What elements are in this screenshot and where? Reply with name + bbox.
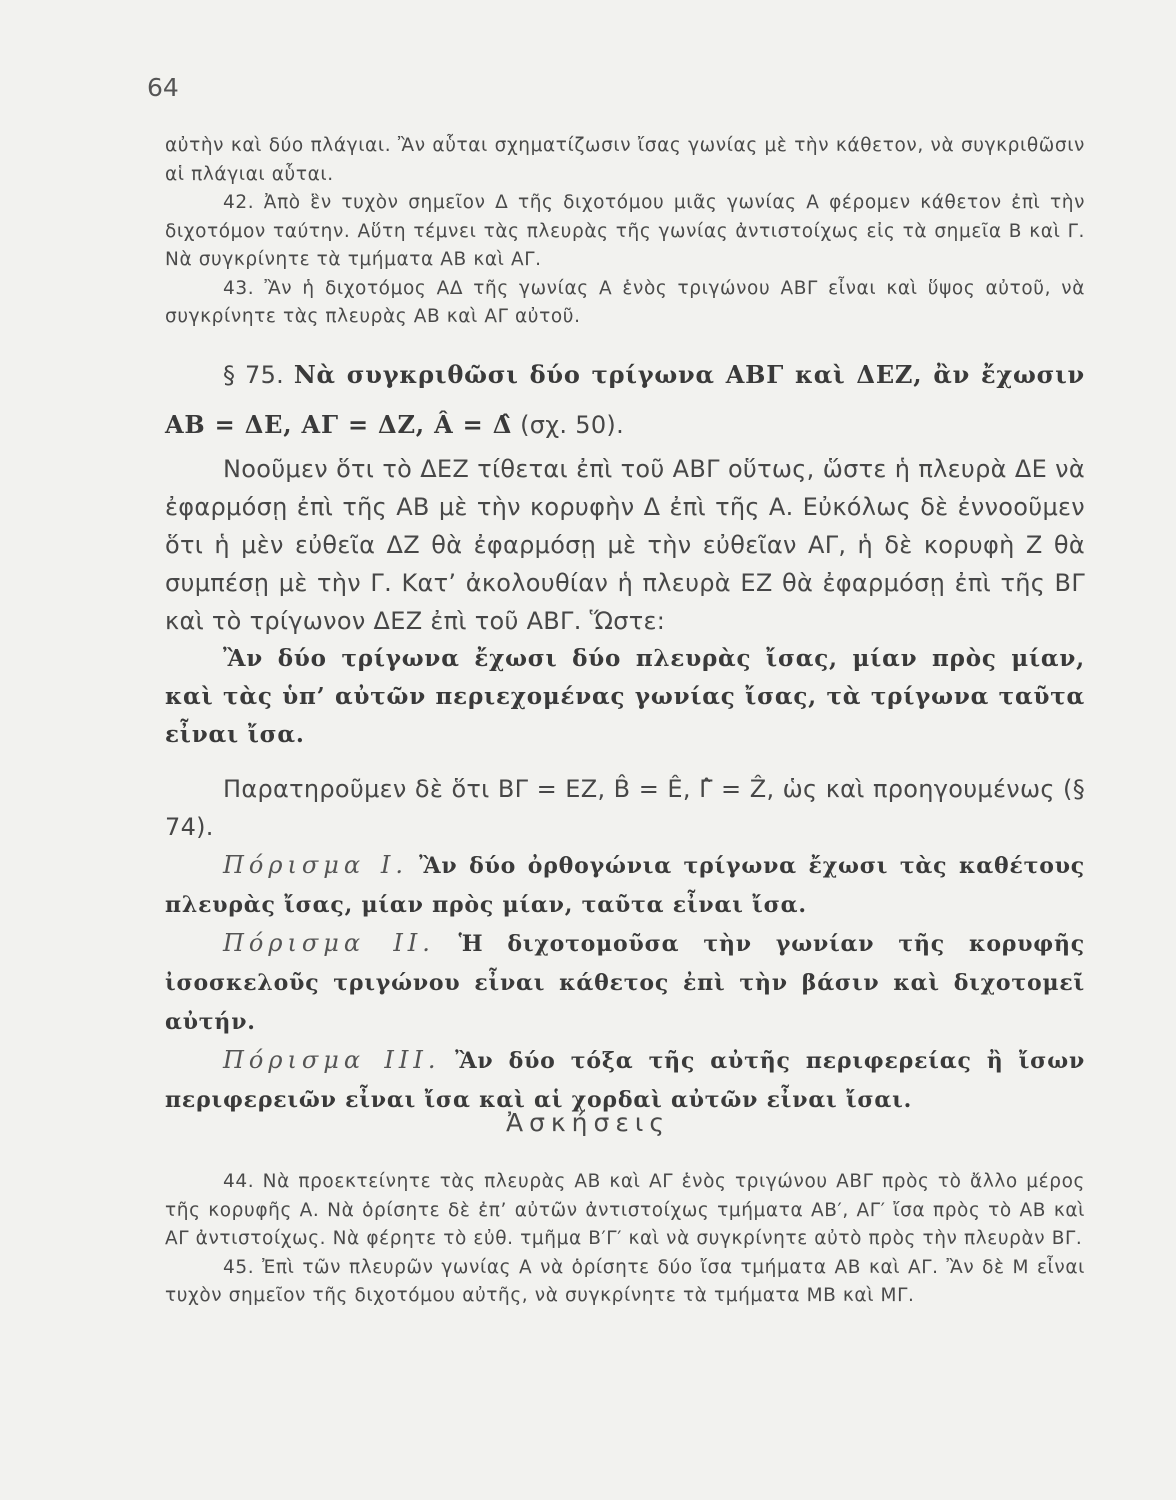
paragraph-continuation: αὐτὴν καὶ δύο πλάγιαι. Ἂν αὗται σχηματίζωσιν ἴσας γωνίας μὲ τὴν κάθετον, νὰ συγκριθῶσιν αἱ πλάγιαι αὗται. — [165, 135, 1085, 185]
section-statement: Νὰ συγκριθῶσι δύο τρίγωνα ΑΒΓ καὶ ΔΕΖ, ἂν ἔχωσιν ΑΒ = ΔΕ, ΑΓ = ΔΖ, Â = Δ̂ — [165, 360, 1085, 439]
section-75 — [165, 350, 1085, 1119]
corollary-1 — [165, 846, 1085, 924]
corollary-text: Ἂν δύο τόξα τῆς αὐτῆς περιφερείας ἢ ἴσων περιφερειῶν εἶναι ἴσα καὶ αἱ χορδαὶ αὐτῶν εἶναι ἴσαι. — [165, 1048, 1086, 1113]
corollary-label: Πόρισμα ΙΙ. — [223, 929, 435, 957]
exercise-44: 44. Νὰ προεκτείνητε τὰς πλευρὰς ΑΒ καὶ ΑΓ ἑνὸς τριγώνου ΑΒΓ πρὸς τὸ ἄλλο μέρος τῆς κορυφῆς Α. Νὰ ὁρίσητε δὲ ἐπ’ αὐτῶν ἀντιστοίχως τμήματα ΑΒ′, ΑΓ′ ἴσα πρὸς τὸ ΑΒ καὶ ΑΓ ἀντιστοίχως. Νὰ φέρητε τὸ εὐθ. τμῆμα Β′Γ′ καὶ νὰ συγκρίνητε αὐτὸ πρὸς τὴν πλευρὰν ΒΓ. — [165, 1171, 1085, 1249]
section-title — [165, 350, 1085, 450]
exercise-42: 42. Ἀπὸ ἓν τυχὸν σημεῖον Δ τῆς διχοτόμου μιᾶς γωνίας Α φέρομεν κάθετον ἐπὶ τὴν διχοτόμον ταύτην. Αὕτη τέμνει τὰς πλευρὰς τῆς γωνίας ἀντιστοίχως εἰς τὰ σημεῖα Β καὶ Γ. Νὰ συγκρίνητε τὰ τμήματα ΑΒ καὶ ΑΓ. — [165, 192, 1085, 270]
remark-text: Παρατηροῦμεν δὲ ὅτι ΒΓ = ΕΖ, B̂ = Ê, Γ̂ = Ẑ, ὡς καὶ προηγουμένως (§ 74). — [165, 775, 1085, 841]
corollary-label: Πόρισμα ΙΙΙ. — [223, 1046, 441, 1074]
exercise-45: 45. Ἐπὶ τῶν πλευρῶν γωνίας Α νὰ ὁρίσητε δύο ἴσα τμήματα ΑΒ καὶ ΑΓ. Ἂν δὲ Μ εἶναι τυχὸν σημεῖον τῆς διχοτόμου αὐτῆς, νὰ συγκρίνητε τὰ τμήματα ΜΒ καὶ ΜΓ. — [165, 1256, 1085, 1306]
exercises-heading: Ἀσκήσεις — [505, 1108, 670, 1137]
theorem-text: Ἂν δύο τρίγωνα ἔχωσι δύο πλευρὰς ἴσας, μίαν πρὸς μίαν, καὶ τὰς ὑπ’ αὐτῶν περιεχομένας γωνίας ἴσας, τὰ τρίγωνα ταῦτα εἶναι ἴσα. — [165, 645, 1085, 748]
page-number: 64 — [147, 73, 179, 102]
proof-text: Νοοῦμεν ὅτι τὸ ΔΕΖ τίθεται ἐπὶ τοῦ ΑΒΓ οὕτως, ὥστε ἡ πλευρὰ ΔΕ νὰ ἐφαρμόσῃ ἐπὶ τῆς ΑΒ μὲ τὴν κορυφὴν Δ ἐπὶ τῆς Α. Εὐκόλως δὲ ἐννοοῦμεν ὅτι ἡ μὲν εὐθεῖα ΔΖ θὰ ἐφαρμόσῃ μὲ τὴν εὐθεῖαν ΑΓ, ἡ δὲ κορυφὴ Ζ θὰ συμπέσῃ μὲ τὴν Γ. Κατ’ ἀκολουθίαν ἡ πλευρὰ ΕΖ θὰ ἐφαρμόσῃ ἐπὶ τῆς ΒΓ καὶ τὸ τρίγωνον ΔΕΖ ἐπὶ τοῦ ΑΒΓ. Ὥστε: — [165, 455, 1085, 635]
corollary-label: Πόρισμα Ι. — [223, 851, 408, 879]
corollary-2 — [165, 924, 1085, 1041]
corollary-text: Ἂν δύο ὀρθογώνια τρίγωνα ἔχωσι τὰς καθέτους πλευρὰς ἴσας, μίαν πρὸς μίαν, ταῦτα εἶναι ἴσα. — [165, 853, 1085, 918]
figure-reference: (σχ. 50). — [520, 411, 625, 439]
top-exercises — [165, 132, 1085, 332]
corollary-text: Ἡ διχοτομοῦσα τὴν γωνίαν τῆς κορυφῆς ἰσοσκελοῦς τριγώνου εἶναι κάθετος ἐπὶ τὴν βάσιν καὶ διχοτομεῖ αὐτήν. — [165, 931, 1085, 1035]
exercise-43: 43. Ἂν ἡ διχοτόμος ΑΔ τῆς γωνίας Α ἑνὸς τριγώνου ΑΒΓ εἶναι καὶ ὕψος αὐτοῦ, νὰ συγκρίνητε τὰς πλευρὰς ΑΒ καὶ ΑΓ αὐτοῦ. — [165, 277, 1085, 327]
section-marker: § 75. — [223, 361, 285, 389]
exercises-list — [165, 1168, 1085, 1311]
